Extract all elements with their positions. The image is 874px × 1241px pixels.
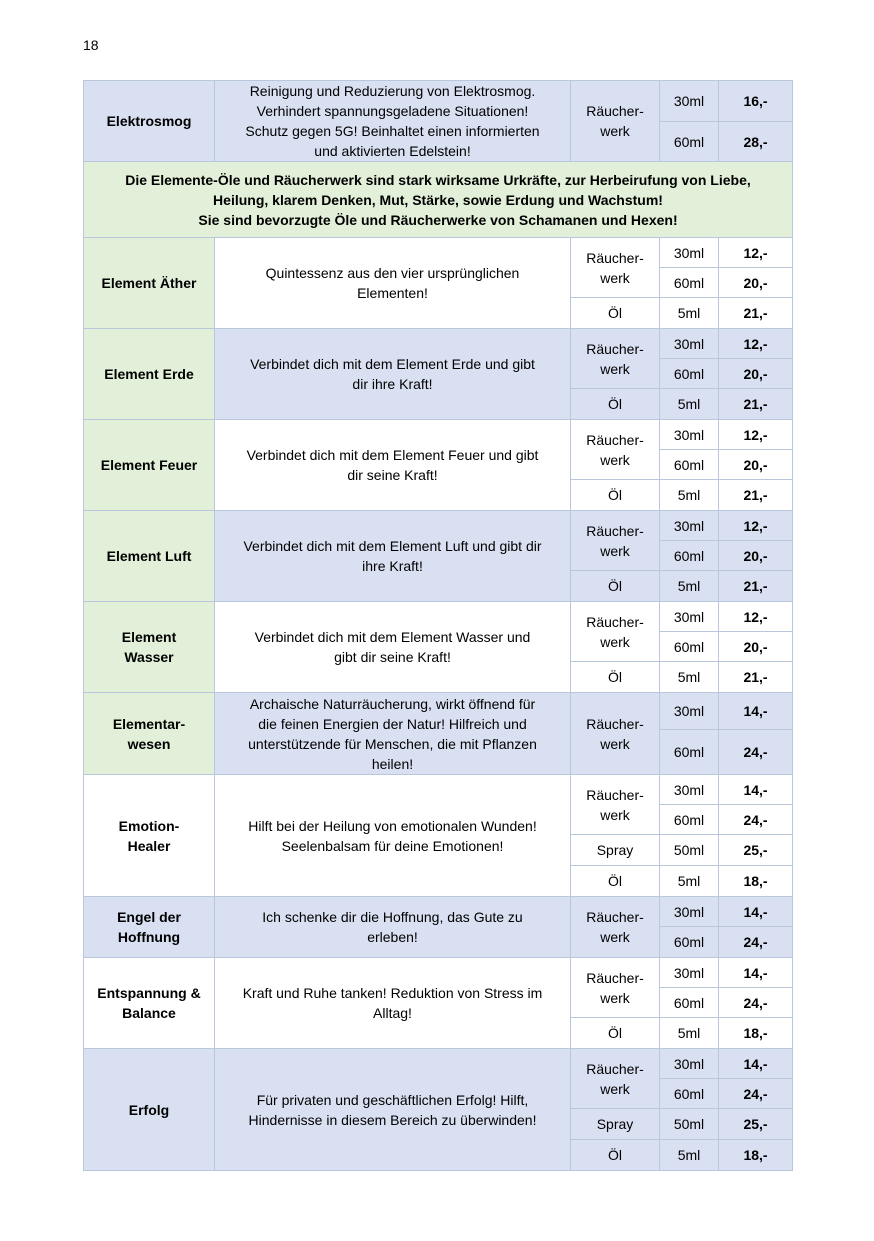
price-table [83,80,793,1171]
product-size: 5ml [660,389,719,420]
product-price: 24,- [719,988,793,1018]
type-line: Räucher- [586,1060,644,1077]
product-name-line: Element Luft [106,548,192,564]
description-line: Verbindet dich mit dem Element Luft und gibt dir [243,538,542,554]
product-price: 21,- [719,662,793,693]
product-name [84,511,215,602]
product-size: 30ml [660,1049,719,1079]
table-row [84,81,793,122]
product-size: 60ml [660,268,719,298]
product-description [215,693,571,775]
product-size: 60ml [660,122,719,162]
type-line: werk [600,989,630,1006]
product-name [84,1049,215,1171]
product-size: 30ml [660,897,719,927]
product-name-line: Element [121,629,177,645]
type-line: werk [600,735,630,752]
product-size: 5ml [660,866,719,897]
product-name [84,81,215,162]
product-size: 5ml [660,662,719,693]
product-price: 18,- [719,1140,793,1171]
product-size: 30ml [660,81,719,122]
product-size: 60ml [660,450,719,480]
product-type [571,835,660,866]
product-description [215,775,571,897]
product-type [571,897,660,958]
type-line: werk [600,269,630,286]
product-description [215,329,571,420]
product-price: 12,- [719,420,793,450]
product-size: 30ml [660,775,719,805]
product-size: 30ml [660,238,719,268]
type-line: Räucher- [586,613,644,630]
product-type [571,662,660,693]
product-name-line: Hoffnung [117,929,181,945]
type-line: werk [600,1080,630,1097]
product-size: 30ml [660,420,719,450]
product-name-line: Element Erde [104,366,194,382]
product-name [84,693,215,775]
description-line: Hilft bei der Heilung von emotionalen Wunden! [248,817,537,834]
product-size: 60ml [660,632,719,662]
product-price: 20,- [719,450,793,480]
product-type [571,329,660,389]
type-line: werk [600,633,630,650]
product-type [571,480,660,511]
product-price: 20,- [719,541,793,571]
product-price: 14,- [719,897,793,927]
product-type [571,1140,660,1171]
product-type [571,1018,660,1049]
product-type [571,389,660,420]
product-type [571,958,660,1018]
description-line: dir seine Kraft! [347,467,438,483]
description-line: Verbindet dich mit dem Element Wasser und [254,629,531,645]
banner-line: Die Elemente-Öle und Räucherwerk sind stark wirksame Urkräfte, zur Herbeirufung von Liebe, [125,171,751,188]
description-line: Hindernisse in diesem Bereich zu überwinden! [248,1111,537,1128]
product-type [571,693,660,775]
description-line: Elementen! [357,285,428,301]
product-price: 20,- [719,268,793,298]
description-line: erleben! [367,929,418,945]
product-description [215,81,571,162]
description-line: und aktivierten Edelstein! [314,143,471,159]
type-line: Spray [596,1116,634,1132]
type-line: Öl [608,1147,622,1163]
product-price: 24,- [719,927,793,958]
description-line: Verhindert spannungsgeladene Situationen! [256,103,529,119]
product-price: 20,- [719,632,793,662]
product-type [571,775,660,835]
type-line: Räucher- [586,909,644,925]
product-size: 5ml [660,480,719,511]
type-line: werk [600,123,630,139]
product-name [84,238,215,329]
product-price: 21,- [719,571,793,602]
description-line: Ich schenke dir die Hoffnung, das Gute zu [262,909,523,925]
product-name-line: Erfolg [128,1101,170,1118]
product-name-line: Entspannung & [97,985,201,1001]
product-description [215,420,571,511]
product-price: 24,- [719,730,793,775]
type-line: Räucher- [586,786,644,803]
description-line: Kraft und Ruhe tanken! Reduktion von Stress im [242,985,543,1001]
type-line: Räucher- [586,340,644,357]
product-name-line: Engel der [117,909,181,925]
elements-banner [84,162,793,238]
product-price: 14,- [719,958,793,988]
product-price: 18,- [719,1018,793,1049]
description-line: unterstützende für Menschen, die mit Pflanzen [248,735,537,752]
type-line: Räucher- [586,715,644,732]
product-name [84,420,215,511]
product-price: 12,- [719,511,793,541]
product-price: 12,- [719,329,793,359]
product-name [84,602,215,693]
product-size: 5ml [660,298,719,329]
description-line: Reinigung und Reduzierung von Elektrosmog. [249,83,536,99]
product-name-line: Healer [127,837,171,854]
product-price: 24,- [719,805,793,835]
product-price: 21,- [719,480,793,511]
product-name [84,775,215,897]
table-row [84,897,793,927]
product-type [571,602,660,662]
banner-line: Sie sind bevorzugte Öle und Räucherwerke von Schamanen und Hexen! [198,211,678,228]
product-type [571,511,660,571]
type-line: Räucher- [586,431,644,448]
product-name [84,329,215,420]
product-type [571,298,660,329]
type-line: Räucher- [586,522,644,539]
product-name-line: Element Äther [101,275,197,291]
product-price: 25,- [719,835,793,866]
product-price: 12,- [719,602,793,632]
type-line: Öl [608,578,622,594]
type-line: Räucher- [586,103,644,119]
product-size: 30ml [660,511,719,541]
product-size: 30ml [660,693,719,730]
product-name-line: wesen [127,735,171,752]
product-type [571,571,660,602]
product-name-line: Wasser [124,649,174,665]
description-line: Schutz gegen 5G! Beinhaltet einen informierten [245,123,540,139]
product-name-line: Element Feuer [100,457,198,473]
product-price: 24,- [719,1079,793,1109]
product-price: 25,- [719,1109,793,1140]
description-line: Archaische Naturräucherung, wirkt öffnend für [249,695,536,712]
table-row [84,958,793,988]
product-price: 16,- [719,81,793,122]
type-line: werk [600,929,630,945]
product-price: 14,- [719,1049,793,1079]
type-line: Öl [608,873,622,889]
product-name [84,958,215,1049]
product-name-line: Balance [122,1005,176,1021]
page-number: 18 [83,37,99,53]
product-name-line: Elektrosmog [106,113,192,129]
product-size: 5ml [660,1140,719,1171]
product-name-line: Emotion- [118,817,180,834]
type-line: Öl [608,487,622,503]
product-size: 30ml [660,958,719,988]
product-size: 5ml [660,571,719,602]
product-size: 60ml [660,988,719,1018]
description-line: Alltag! [373,1005,412,1021]
product-size: 60ml [660,927,719,958]
product-type [571,238,660,298]
product-description [215,602,571,693]
product-description [215,1049,571,1171]
product-size: 50ml [660,835,719,866]
description-line: heilen! [371,755,414,772]
product-type [571,81,660,162]
product-size: 60ml [660,1079,719,1109]
table-row [84,693,793,730]
product-type [571,1109,660,1140]
product-description [215,897,571,958]
product-size: 60ml [660,359,719,389]
type-line: werk [600,360,630,377]
product-size: 60ml [660,730,719,775]
table-row [84,602,793,632]
product-price: 14,- [719,775,793,805]
description-line: Für privaten und geschäftlichen Erfolg! Hilft, [256,1091,529,1108]
product-name-line: Elementar- [112,715,186,732]
type-line: Öl [608,396,622,412]
type-line: Räucher- [586,969,644,986]
table-row [84,1049,793,1079]
description-line: Verbindet dich mit dem Element Erde und gibt [250,356,535,372]
table-row [84,329,793,359]
type-line: werk [600,806,630,823]
banner-line: Heilung, klarem Denken, Mut, Stärke, sowie Erdung und Wachstum! [213,191,663,208]
type-line: Öl [608,669,622,685]
type-line: werk [600,451,630,468]
type-line: werk [600,542,630,559]
type-line: Öl [608,1025,622,1041]
description-line: Verbindet dich mit dem Element Feuer und gibt [246,447,539,463]
product-price: 18,- [719,866,793,897]
product-size: 5ml [660,1018,719,1049]
product-price: 21,- [719,298,793,329]
product-name [84,897,215,958]
description-line: die feinen Energien der Natur! Hilfreich und [258,715,527,732]
product-price: 28,- [719,122,793,162]
product-type [571,1049,660,1109]
table-row [84,511,793,541]
product-size: 30ml [660,602,719,632]
product-description [215,238,571,329]
product-size: 60ml [660,805,719,835]
product-type [571,420,660,480]
table-row [84,775,793,805]
table-row [84,238,793,268]
product-size: 60ml [660,541,719,571]
product-type [571,866,660,897]
product-description [215,511,571,602]
type-line: Räucher- [586,249,644,266]
product-description [215,958,571,1049]
type-line: Spray [596,842,634,858]
description-line: dir ihre Kraft! [352,376,433,392]
description-line: Quintessenz aus den vier ursprünglichen [265,265,520,281]
product-price: 12,- [719,238,793,268]
description-line: ihre Kraft! [362,558,423,574]
product-price: 21,- [719,389,793,420]
product-price: 14,- [719,693,793,730]
product-size: 30ml [660,329,719,359]
type-line: Öl [608,305,622,321]
product-size: 50ml [660,1109,719,1140]
banner-row [84,162,793,238]
table-row [84,420,793,450]
description-line: gibt dir seine Kraft! [334,649,451,665]
description-line: Seelenbalsam für deine Emotionen! [281,837,504,854]
product-price: 20,- [719,359,793,389]
